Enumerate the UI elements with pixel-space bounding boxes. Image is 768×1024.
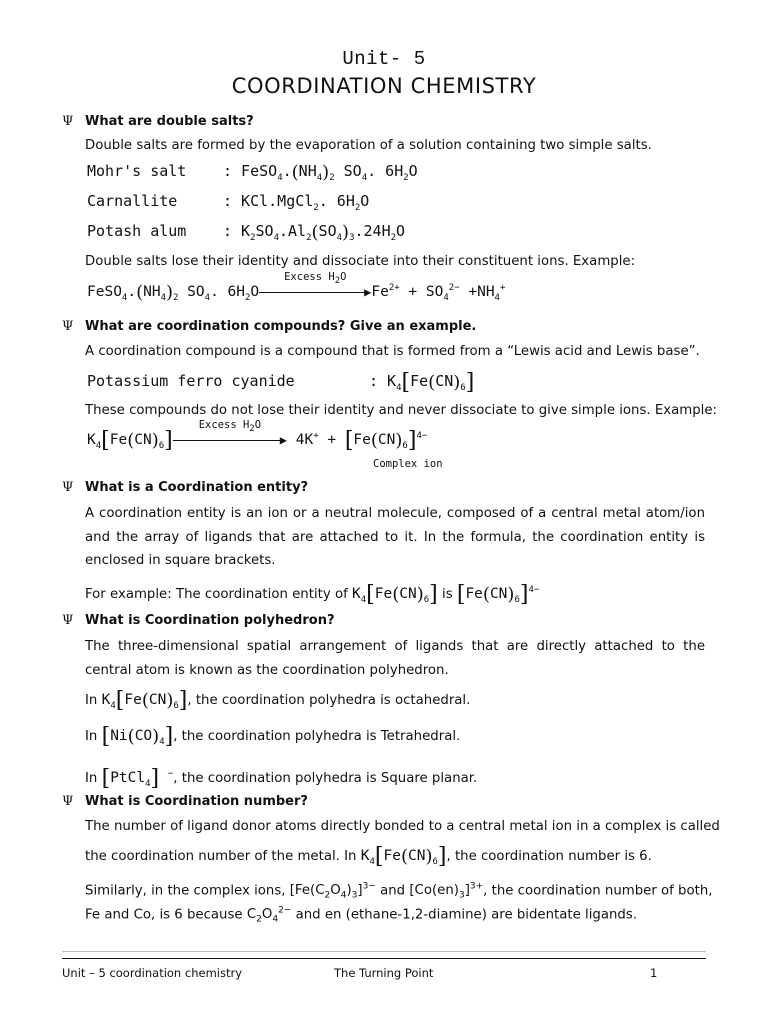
coordination-entity-example [85, 578, 539, 612]
polyhedron-example-square-planar [85, 762, 477, 796]
coordination-identity-text: These compounds do not lose their identity and never dissociate to give simple ions. Example: [85, 403, 718, 418]
question-double-salts [62, 114, 254, 129]
reactant: $FeSO_4.(NH_4)_2$ $SO_4$. $6H_2O$ [87, 282, 260, 303]
formula: $[Co(en)_3]^{3+}$ [409, 882, 484, 902]
salt-name: Carnallite [87, 192, 178, 210]
line-prefix: the coordination number of the metal. In [85, 849, 357, 864]
page-title: COORDINATION CHEMISTRY [231, 74, 537, 98]
question-coordination-polyhedron [62, 613, 335, 628]
salt-formula: : $K_2SO_4.Al_2(SO_4)_3.24H_2O$ [223, 222, 406, 243]
question-text: What is Coordination number? [85, 794, 308, 809]
line-prefix: Fe and Co, is 6 because [85, 907, 243, 923]
example-row-mohrs-salt [87, 162, 418, 183]
compound-name: Potassium ferro cyanide [87, 372, 295, 390]
unit-heading: Unit- 5 [342, 48, 426, 70]
double-salt-reaction [87, 271, 506, 303]
formula: $[Fe(CN)_6]^{4-}$ [456, 581, 540, 607]
footer-divider [62, 958, 706, 959]
salt-name: Mohr's salt [87, 162, 187, 180]
line-suffix: and en (ethane-1,2-diamine) are bidentate ligands. [295, 907, 638, 923]
in-word: In [85, 729, 98, 744]
question-text: What are coordination compounds? Give an example. [85, 319, 477, 334]
formula: $K_4[Fe(CN)_6]$ [360, 844, 447, 869]
psi-bullet-icon: Ψ [62, 480, 74, 495]
question-text: What is a Coordination entity? [85, 480, 309, 495]
question-coordination-entity [62, 480, 308, 495]
psi-bullet-icon: Ψ [62, 114, 74, 129]
footer-divider-thin [62, 951, 706, 952]
polyhedron-example-octahedral [85, 688, 470, 718]
salt-name: Potash alum [87, 222, 187, 240]
footer-left: Unit – 5 coordination chemistry [62, 966, 242, 980]
in-word: In [85, 770, 98, 786]
example-row-potash-alum [87, 222, 405, 243]
question-coordination-compounds [62, 319, 476, 334]
psi-bullet-icon: Ψ [62, 319, 74, 334]
polyhedron-example-tetrahedral [85, 724, 460, 754]
example-row-potassium-ferrocyanide [87, 370, 474, 395]
coordination-number-line-1: The number of ligand donor atoms directly bonded to a central metal ion in a complex is called [85, 819, 720, 834]
formula: $[Fe(C_2O_4)_3]^{3-}$ [289, 882, 376, 902]
reaction-condition: Excess $H_2O$ [198, 419, 262, 435]
line-suffix: , the coordination number is 6. [446, 849, 652, 864]
polyhedron-description: , the coordination polyhedra is octahedral. [187, 693, 471, 708]
line-suffix: , the coordination number of both, [483, 883, 713, 899]
psi-bullet-icon: Ψ [62, 613, 74, 628]
polyhedron-description: , the coordination polyhedra is Square planar. [173, 770, 478, 786]
example-prefix: For example: The coordination entity of [85, 586, 348, 602]
coordination-entity-definition: A coordination entity is an ion or a neutral molecule, composed of a central metal atom/ion and the array of ligands that are attached to it. In the formula, the coordination entity is enclosed in square brackets. [85, 506, 705, 568]
double-salts-dissociation-text: Double salts lose their identity and dissociate into their constituent ions. Example: [85, 254, 636, 269]
question-text: What are double salts? [85, 114, 254, 129]
coordination-number-line-4 [85, 899, 637, 932]
page-number: 1 [650, 966, 658, 980]
example-row-carnallite [87, 192, 369, 213]
question-text: What is Coordination polyhedron? [85, 613, 335, 628]
footer-center: The Turning Point [334, 966, 434, 980]
salt-formula: : KCl.MgCl$_2$. $6H_2O$ [223, 192, 370, 213]
formula: $C_2O_4^{2-}$ [246, 906, 292, 926]
coordination-polyhedron-definition: The three-dimensional spatial arrangement of ligands that are directly attached to the central atom is known as the coordination polyhedron. [85, 639, 705, 678]
coordination-reaction [87, 419, 428, 453]
line-prefix: Similarly, in the complex ions, [85, 883, 286, 899]
reactant: $K_4[Fe(CN)_6]$ [87, 428, 173, 453]
formula: [PtCl$_4$] − [101, 765, 174, 791]
salt-formula: : $FeSO_4.(NH_4)_2$ $SO_4$. $6H_2O$ [223, 162, 418, 183]
products: $4K^+ + [Fe(CN)_6]^{4-}$ [287, 428, 428, 453]
in-word: In [85, 693, 98, 708]
line-connector: and [380, 883, 406, 899]
complex-ion-note: Complex ion [373, 458, 443, 470]
example-connector: is [442, 586, 453, 602]
coordination-number-line-2 [85, 844, 705, 874]
formula: $[Ni(CO)_4]$ [101, 724, 174, 749]
compound-formula: : $K_4[Fe(CN)_6]$ [369, 370, 475, 395]
formula: $K_4[Fe(CN)_6]$ [352, 581, 438, 607]
psi-bullet-icon: Ψ [62, 794, 74, 809]
reaction-arrow-icon: Excess $H_2O$ ▶ [259, 284, 371, 300]
products: $Fe^{2+} + SO_4^{2-} +NH_4^+$ [371, 283, 506, 303]
double-salts-definition: Double salts are formed by the evaporation of a solution containing two simple salts. [85, 138, 652, 153]
question-coordination-number [62, 794, 308, 809]
formula: $K_4[Fe(CN)_6]$ [101, 688, 188, 713]
polyhedron-description: , the coordination polyhedra is Tetrahedral. [173, 729, 461, 744]
coordination-compound-definition: A coordination compound is a compound that is formed from a “Lewis acid and Lewis base”. [85, 344, 700, 359]
reaction-condition: Excess $H_2O$ [284, 271, 347, 287]
reaction-arrow-icon: Excess $H_2O$ ▶ [173, 432, 287, 448]
